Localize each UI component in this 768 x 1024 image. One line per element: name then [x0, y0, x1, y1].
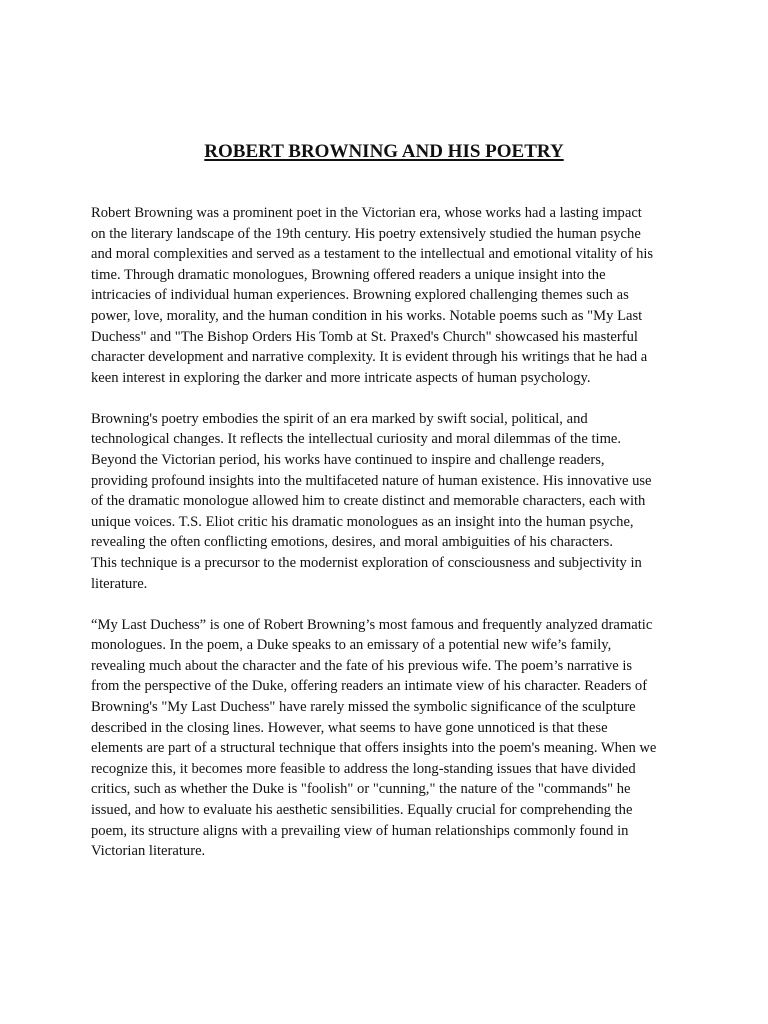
text-line: providing profound insights into the multifaceted nature of human existence. His innovative use: [91, 472, 652, 489]
text-line: recognize this, it becomes more feasible to address the long-standing issues that have divided: [91, 760, 636, 777]
text-line: power, love, morality, and the human condition in his works. Notable poems such as "My Last: [91, 307, 643, 324]
document-body: [91, 203, 691, 882]
paragraph-3: [91, 615, 691, 862]
text-line: on the literary landscape of the 19th century. His poetry extensively studied the human psyche: [91, 225, 641, 242]
text-line: critics, such as whether the Duke is "foolish" or "cunning," the nature of the "commands" he: [91, 781, 631, 798]
text-line: revealing the often conflicting emotions, desires, and moral ambiguities of his characters.: [91, 534, 613, 551]
text-line: Victorian literature.: [91, 843, 206, 860]
text-line: Browning's "My Last Duchess" have rarely missed the symbolic significance of the sculpture: [91, 699, 636, 716]
text-line: poem, its structure aligns with a prevailing view of human relationships commonly found in: [91, 822, 629, 839]
text-line: intricacies of individual human experiences. Browning explored challenging themes such as: [91, 287, 629, 304]
document-title-text: ROBERT BROWNING AND HIS POETRY: [204, 141, 564, 162]
text-line: and moral complexities and served as a testament to the intellectual and emotional vitality of his: [91, 246, 654, 263]
text-line: technological changes. It reflects the intellectual curiosity and moral dilemmas of the time.: [91, 431, 622, 448]
text-line: from the perspective of the Duke, offering readers an intimate view of his character. Readers of: [91, 678, 648, 695]
text-line: unique voices. T.S. Eliot critic his dramatic monologues as an insight into the human psyche,: [91, 513, 634, 530]
text-line: literature.: [91, 575, 148, 592]
document-title: [0, 141, 768, 163]
text-line: character development and narrative complexity. It is evident through his writings that he had a: [91, 349, 648, 366]
paragraph-2: [91, 409, 691, 594]
text-line: Beyond the Victorian period, his works have continued to inspire and challenge readers,: [91, 452, 605, 469]
text-line: elements are part of a structural technique that offers insights into the poem's meaning. When we: [91, 740, 657, 757]
text-line: revealing much about the character and the fate of his previous wife. The poem’s narrative is: [91, 657, 633, 674]
text-line: time. Through dramatic monologues, Browning offered readers a unique insight into the: [91, 266, 606, 283]
text-line: keen interest in exploring the darker and more intricate aspects of human psychology.: [91, 369, 591, 386]
text-line: issued, and how to evaluate his aesthetic sensibilities. Equally crucial for comprehending the: [91, 802, 633, 819]
paragraph-1: [91, 203, 691, 388]
text-line: Browning's poetry embodies the spirit of an era marked by swift social, political, and: [91, 410, 588, 427]
text-line: “My Last Duchess” is one of Robert Browning’s most famous and frequently analyzed dramatic: [91, 616, 653, 633]
text-line: This technique is a precursor to the modernist exploration of consciousness and subjectivity in: [91, 555, 642, 571]
text-line: Duchess" and "The Bishop Orders His Tomb at St. Praxed's Church" showcased his masterful: [91, 328, 638, 345]
text-line: Robert Browning was a prominent poet in the Victorian era, whose works had a lasting impact: [91, 205, 642, 221]
text-line: monologues. In the poem, a Duke speaks to an emissary of a potential new wife’s family,: [91, 637, 612, 654]
text-line: described in the closing lines. However, what seems to have gone unnoticed is that these: [91, 719, 608, 736]
text-line: of the dramatic monologue allowed him to create distinct and memorable characters, each with: [91, 493, 646, 510]
